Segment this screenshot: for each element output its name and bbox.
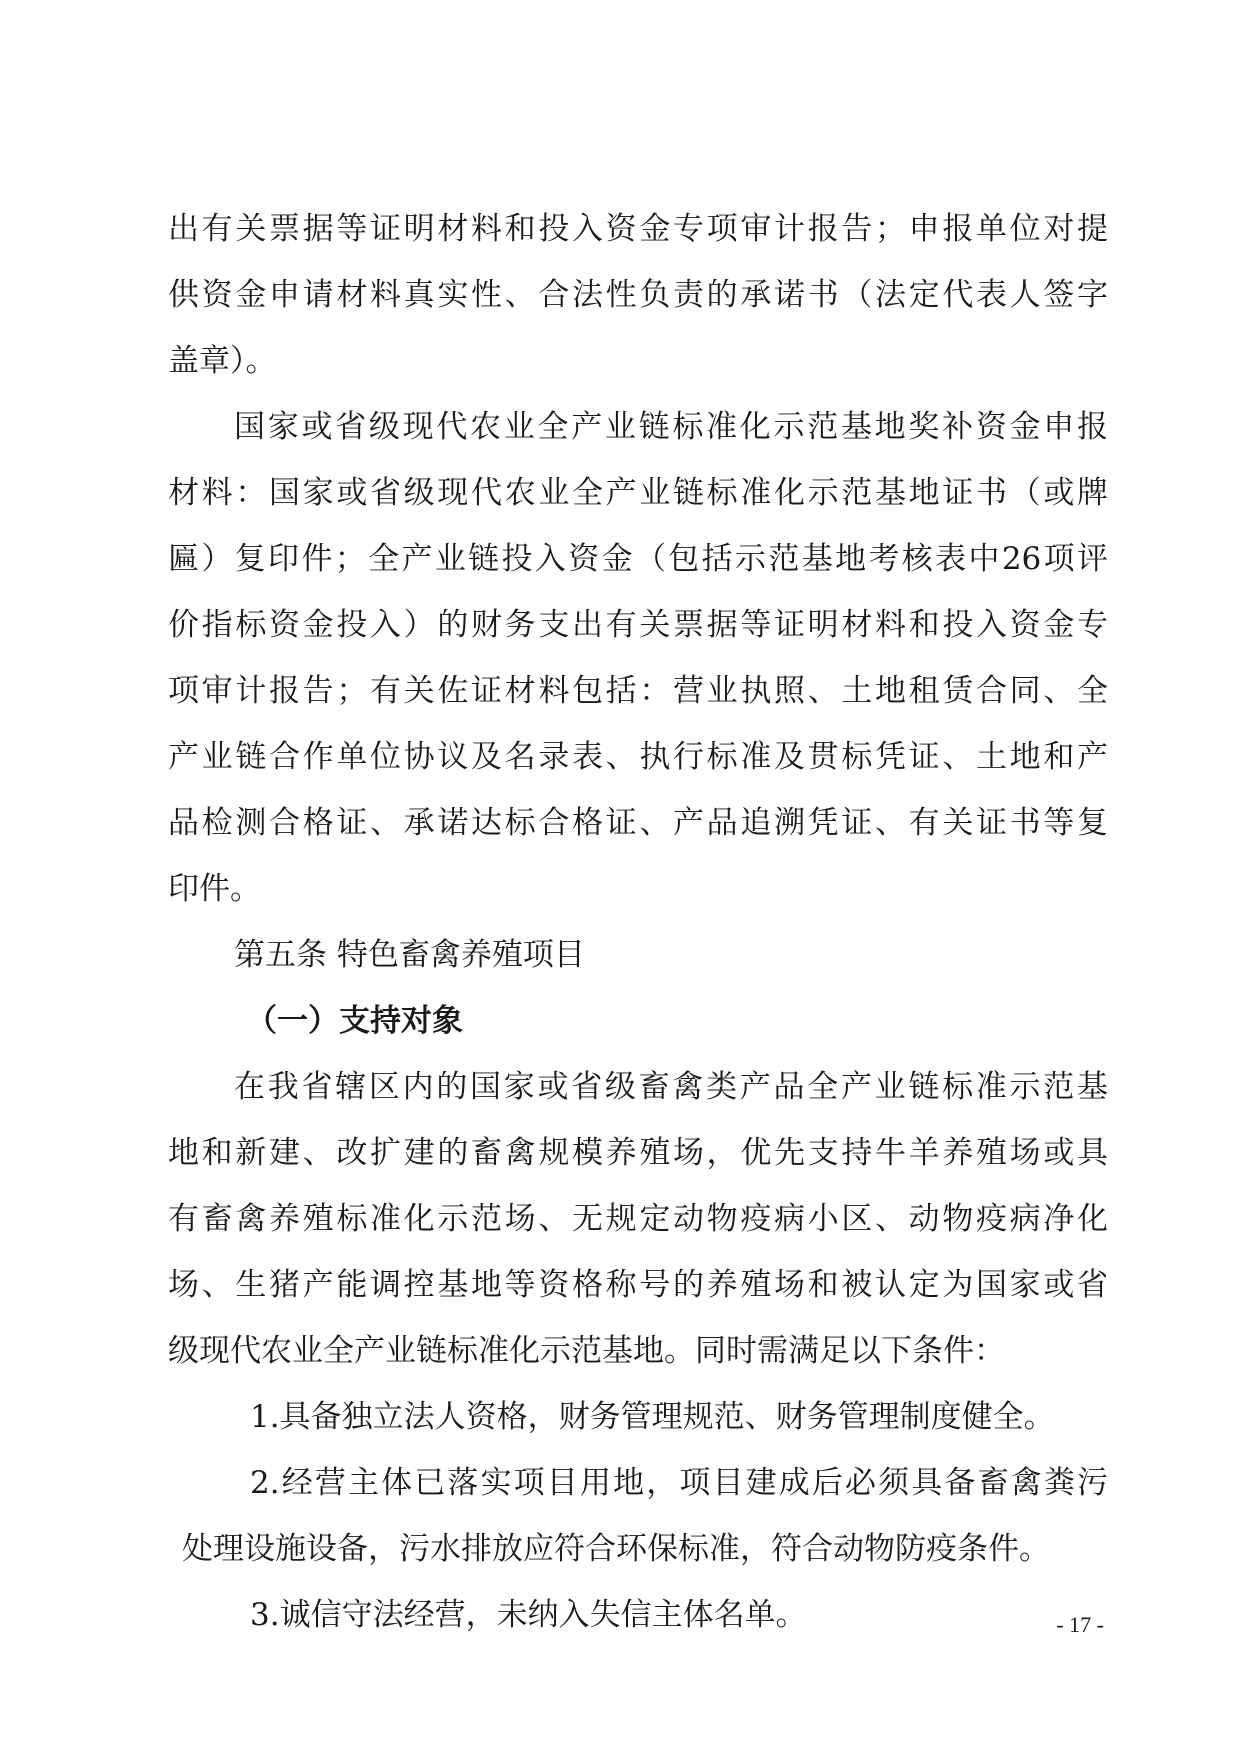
text-line: 有畜禽养殖标准化示范场、无规定动物疫病小区、动物疫病净化: [168, 1201, 1108, 1237]
text-line: 国家或省级现代农业全产业链标准化示范基地奖补资金申报: [234, 409, 1108, 445]
text-line: 匾）复印件；全产业链投入资金（包括示范基地考核表中26项评: [168, 541, 1108, 577]
article-heading: 第五条 特色畜禽养殖项目: [234, 937, 585, 973]
document-body: [168, 196, 1108, 1648]
page-number: - 17 -: [1056, 1612, 1104, 1637]
text-line: 材料：国家或省级现代农业全产业链标准化示范基地证书（或牌: [168, 475, 1108, 511]
list-item: 3.诚信守法经营，未纳入失信主体名单。: [250, 1597, 807, 1633]
list-item: 1.具备独立法人资格，财务管理规范、财务管理制度健全。: [250, 1399, 1055, 1435]
text-line: 在我省辖区内的国家或省级畜禽类产品全产业链标准示范基: [234, 1069, 1108, 1105]
text-line: 级现代农业全产业链标准化示范基地。同时需满足以下条件：: [168, 1333, 1005, 1369]
text-line: 项审计报告；有关佐证材料包括：营业执照、土地租赁合同、全: [168, 673, 1108, 709]
text-line: 出有关票据等证明材料和投入资金专项审计报告；申报单位对提: [168, 211, 1108, 247]
text-line: 场、生猪产能调控基地等资格称号的养殖场和被认定为国家或省: [168, 1267, 1108, 1303]
section-heading: （一）支持对象: [246, 1003, 463, 1039]
text-line: 盖章）。: [168, 343, 277, 379]
text-line: 供资金申请材料真实性、合法性负责的承诺书（法定代表人签字: [168, 277, 1108, 313]
text-line: 产业链合作单位协议及名录表、执行标准及贯标凭证、土地和产: [168, 739, 1108, 775]
text-line: 品检测合格证、承诺达标合格证、产品追溯凭证、有关证书等复: [168, 805, 1108, 841]
text-line: 地和新建、改扩建的畜禽规模养殖场，优先支持牛羊养殖场或具: [168, 1135, 1108, 1171]
list-item-continuation: 处理设施设备，污水排放应符合环保标准，符合动物防疫条件。: [182, 1531, 1050, 1567]
text-line: 印件。: [168, 871, 261, 907]
list-item: 2.经营主体已落实项目用地，项目建成后必须具备畜禽粪污: [250, 1465, 1108, 1501]
text-line: 价指标资金投入）的财务支出有关票据等证明材料和投入资金专: [168, 607, 1108, 643]
